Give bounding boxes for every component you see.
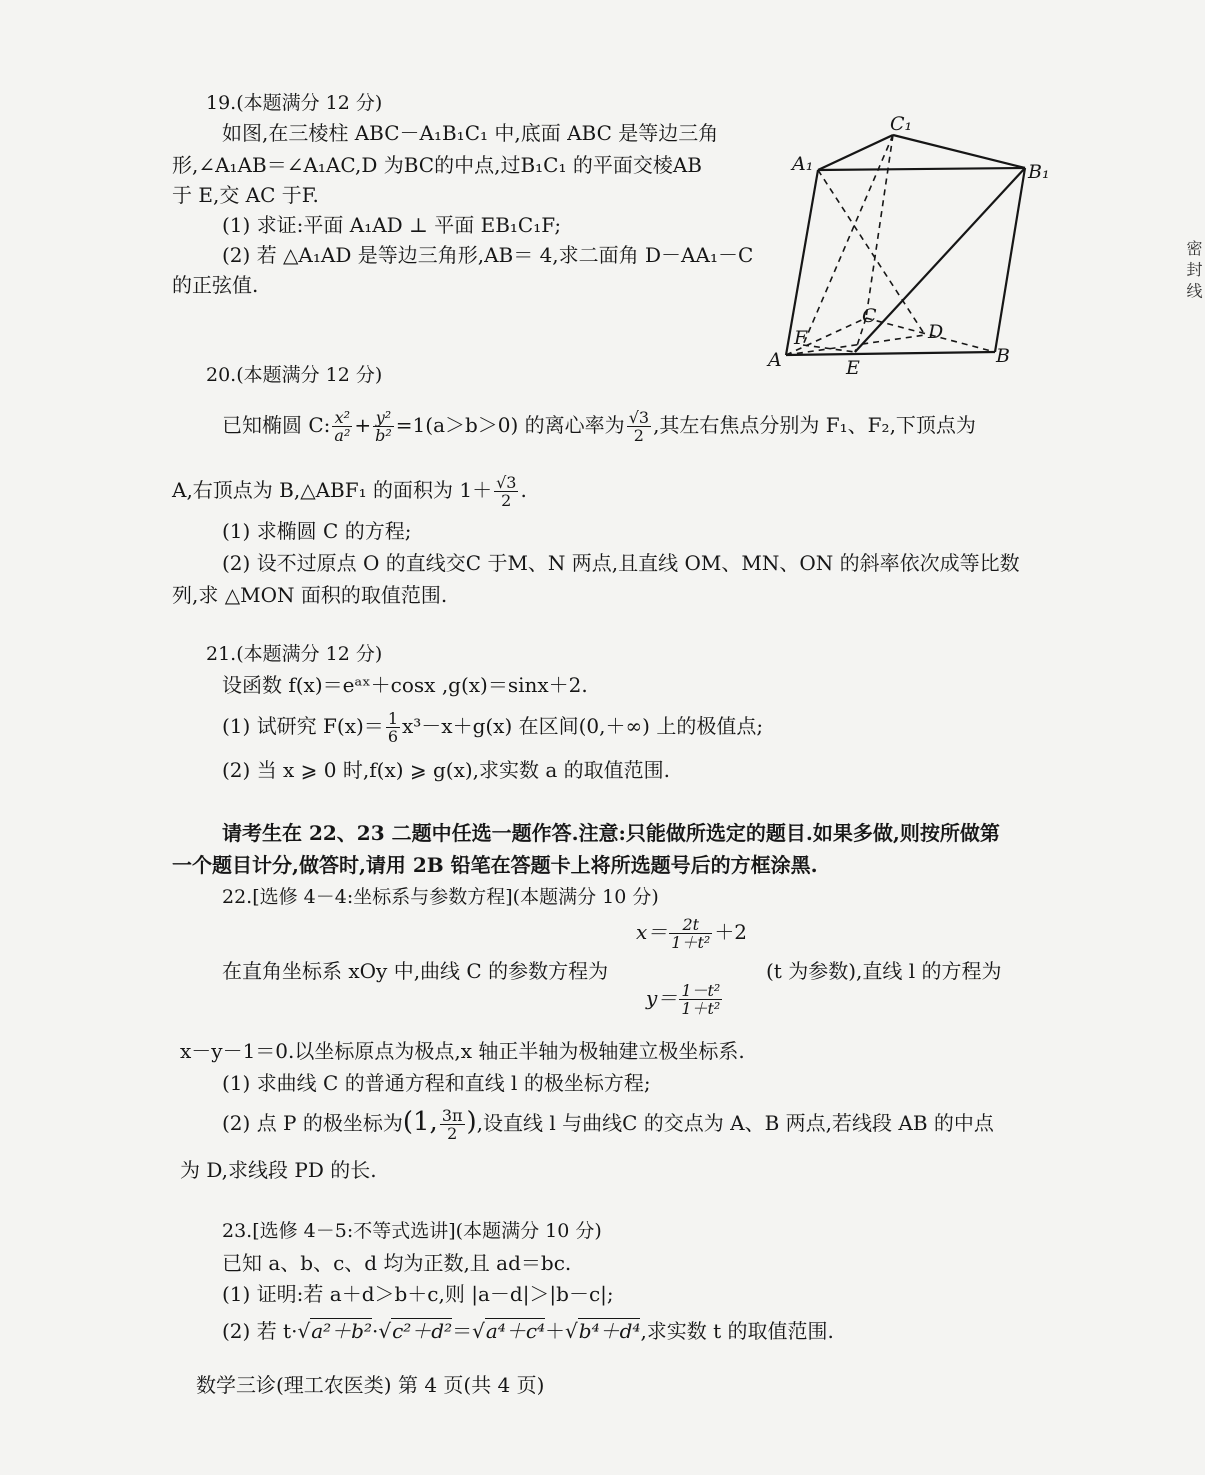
- edge-cc1-hidden: [866, 135, 893, 318]
- q22-intro: 在直角坐标系 xOy 中,曲线 C 的参数方程为: [222, 959, 609, 983]
- q23-part1: (1) 证明:若 a＋d＞b＋c,则 |a－d|＞|b－c|;: [222, 1282, 614, 1306]
- frac-eccentricity: $\frac{√3}{2}$: [628, 408, 650, 445]
- label-d: D: [928, 321, 944, 343]
- radical-3: a⁴＋c⁴: [485, 1319, 546, 1343]
- q22-part1: (1) 求曲线 C 的普通方程和直线 l 的极坐标方程;: [222, 1071, 651, 1095]
- edge-c1f-hidden: [803, 135, 893, 345]
- q21-part2: (2) 当 x ⩾ 0 时,f(x) ⩾ g(x),求实数 a 的取值范围.: [222, 758, 671, 782]
- label-c1: C₁: [890, 113, 913, 135]
- radical-1: a²＋b²: [311, 1319, 372, 1343]
- frac-area: $\frac{√3}{2}$: [496, 473, 517, 510]
- q20-heading: 20.(本题满分 12 分): [206, 364, 383, 386]
- frac-y-param: $\frac{\text{1－t²}}{\text{1＋t²}}$: [681, 981, 721, 1018]
- label-c: C: [862, 305, 877, 327]
- q19-heading: 19.(本题满分 12 分): [206, 92, 383, 114]
- q21-line1: 设函数 f(x)＝eᵃˣ＋cosx ,g(x)＝sinx＋2.: [222, 673, 588, 697]
- label-a1: A₁: [792, 153, 814, 175]
- q23-part2: (2) 若 t·√a²＋b²·√c²＋d²＝√a⁴＋c⁴＋√b⁴＋d⁴,求实数 t 的取值范围.: [222, 1319, 834, 1343]
- q20-part2: (2) 设不过原点 O 的直线交C 于M、N 两点,且直线 OM、MN、ON 的斜率依次成等比数: [222, 551, 1020, 575]
- page-footer: 数学三诊(理工农医类) 第 4 页(共 4 页): [196, 1373, 545, 1397]
- q22-line2: x－y－1＝0.以坐标原点为极点,x 轴正半轴为极轴建立极坐标系.: [180, 1039, 745, 1063]
- frac-x2-a2: $\frac{\text{x²}}{\text{a²}}$: [334, 408, 351, 445]
- label-f: F: [794, 327, 808, 349]
- edge-a1c1: [818, 135, 893, 170]
- notice-line2: 一个题目计分,做答时,请用 2B 铅笔在答题卡上将所选题号后的方框涂黑.: [172, 853, 818, 877]
- edge-c1b1: [893, 135, 1025, 168]
- q21-part1: (1) 试研究 F(x)＝ $\frac{1}{6}$ x³－x＋g(x) 在区间(0,＋∞) 上的极值点;: [222, 709, 764, 746]
- q20-part1: (1) 求椭圆 C 的方程;: [222, 519, 412, 543]
- edge-ab: [786, 352, 995, 355]
- frac-one-sixth: $\frac{1}{6}$: [387, 709, 398, 746]
- prism-figure: [760, 105, 1060, 385]
- frac-x-param: $\frac{2t}{\text{1＋t²}}$: [671, 915, 711, 952]
- q22-part2: (2) 点 P 的极坐标为(1, $\frac{3\pi}{2}$ ),设直线 l 与曲线C 的交点为 A、B 两点,若线段 AB 的中点: [222, 1106, 994, 1143]
- q19-line1: 如图,在三棱柱 ABC－A₁B₁C₁ 中,底面 ABC 是等边三角: [222, 121, 719, 145]
- q22-heading: 22.[选修 4－4:坐标系与参数方程](本题满分 10 分): [222, 886, 659, 908]
- q22-part2c: 为 D,求线段 PD 的长.: [180, 1158, 377, 1182]
- notice-line1: 请考生在 22、23 二题中任选一题作答.注意:只能做所选定的题目.如果多做,则按所做第: [222, 821, 1000, 845]
- q23-heading: 23.[选修 4－5:不等式选讲](本题满分 10 分): [222, 1220, 602, 1242]
- q19-part1: (1) 求证:平面 A₁AD ⊥ 平面 EB₁C₁F;: [222, 213, 562, 237]
- q20-part2b: 列,求 △MON 面积的取值范围.: [172, 583, 448, 607]
- q21-heading: 21.(本题满分 12 分): [206, 643, 383, 665]
- q19-line3: 于 E,交 AC 于F.: [172, 183, 319, 207]
- frac-3pi-2: $\frac{3\pi}{2}$: [441, 1106, 463, 1143]
- binding-edge-marks: 密 封 线: [1184, 240, 1203, 299]
- radical-4: b⁴＋d⁴: [578, 1319, 641, 1343]
- label-b: B: [996, 345, 1010, 367]
- q22-eq-x: x＝ $\frac{2t}{\text{1＋t²}}$ ＋2: [636, 915, 748, 952]
- label-e: E: [846, 357, 860, 379]
- q19-line6: 的正弦值.: [172, 273, 259, 297]
- edge-a1b1: [818, 168, 1025, 170]
- radical-2: c²＋d²: [392, 1319, 453, 1343]
- frac-y2-b2: $\frac{\text{y²}}{\text{b²}}$: [375, 408, 392, 445]
- q20-line1: 已知椭圆 C: $\frac{\text{x²}}{\text{a²}}$ + $\frac{\text{y²}}{\text{b²}}$ =1(a＞b＞0) 的离心率为 $\frac{√3}{2}$ ,其左右焦点分别为 F₁、F₂,下顶点为: [222, 408, 976, 445]
- q22-param-note: (t 为参数),直线 l 的方程为: [766, 959, 1002, 983]
- label-a: A: [768, 349, 782, 371]
- q23-line1: 已知 a、b、c、d 均为正数,且 ad＝bc.: [222, 1251, 572, 1275]
- q19-line2: 形,∠A₁AB＝∠A₁AC,D 为BC的中点,过B₁C₁ 的平面交棱AB: [172, 153, 702, 177]
- q19-part2: (2) 若 △A₁AD 是等边三角形,AB＝ 4,求二面角 D－AA₁－C: [222, 243, 754, 267]
- q20-line2: A,右顶点为 B,△ABF₁ 的面积为 1＋ $\frac{√3}{2}$ .: [172, 473, 527, 510]
- label-b1: B₁: [1028, 161, 1050, 183]
- q22-eq-y: y＝ $\frac{\text{1－t²}}{\text{1＋t²}}$: [646, 981, 721, 1018]
